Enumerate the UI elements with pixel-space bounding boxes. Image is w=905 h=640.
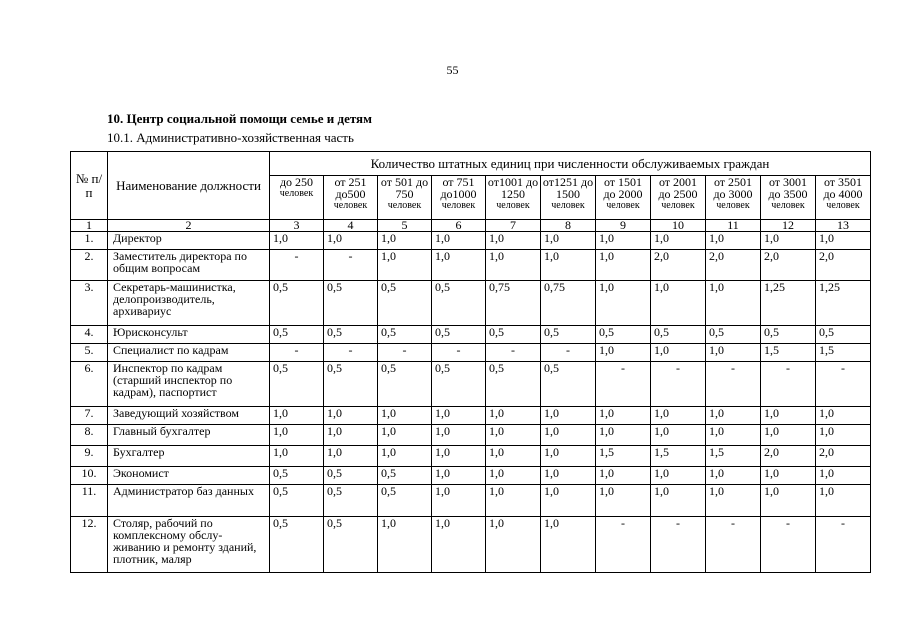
position-name: Специалист по кадрам [108, 344, 270, 362]
table-row [71, 425, 871, 446]
staff-units-cell: 1,0 [651, 407, 706, 425]
staff-units-cell: 2,0 [706, 250, 761, 281]
row-number: 10. [71, 467, 108, 485]
staff-units-cell: 0,5 [324, 362, 378, 407]
staff-units-cell: 1,0 [761, 485, 816, 517]
staff-units-cell: 1,0 [706, 485, 761, 517]
row-number: 9. [71, 446, 108, 467]
staff-units-cell: 0,5 [761, 326, 816, 344]
header-range-3 [270, 176, 324, 220]
staff-units-cell: 1,0 [596, 407, 651, 425]
staff-units-cell: 1,0 [270, 446, 324, 467]
range-unit: человек [661, 200, 695, 211]
column-index: 9 [596, 220, 651, 232]
staff-units-cell: 1,0 [706, 467, 761, 485]
staff-units-cell: 1,0 [432, 446, 486, 467]
column-index: 8 [541, 220, 596, 232]
row-number: 11. [71, 485, 108, 517]
position-name: Директор [108, 232, 270, 250]
row-number: 8. [71, 425, 108, 446]
header-num: № п/п [71, 152, 108, 220]
staff-units-cell: 1,0 [486, 517, 541, 573]
row-number: 12. [71, 517, 108, 573]
column-index: 3 [270, 220, 324, 232]
staff-units-cell: 1,0 [816, 232, 871, 250]
row-number: 2. [71, 250, 108, 281]
row-number: 3. [71, 281, 108, 326]
range-label: от 751 до1000 [440, 175, 477, 201]
staff-units-cell: 1,0 [378, 232, 432, 250]
staff-units-cell: - [324, 344, 378, 362]
range-unit: человек [771, 200, 805, 211]
staff-units-cell: 1,0 [486, 407, 541, 425]
staff-units-cell: 1,0 [596, 425, 651, 446]
range-unit: человек [606, 200, 640, 211]
staff-units-cell: 2,0 [816, 446, 871, 467]
staff-units-cell: 1,5 [816, 344, 871, 362]
staff-units-cell: - [486, 344, 541, 362]
staff-units-cell: 2,0 [816, 250, 871, 281]
staff-units-cell: 1,0 [541, 407, 596, 425]
table-row [71, 362, 871, 407]
subsection-title: 10.1. Административно-хозяйственная часть [107, 130, 354, 145]
staff-units-cell: 1,0 [486, 446, 541, 467]
table-row [71, 344, 871, 362]
staff-units-cell: 1,0 [432, 425, 486, 446]
staff-units-cell: 1,0 [432, 232, 486, 250]
header-row [71, 152, 871, 176]
staff-units-cell: 0,5 [270, 326, 324, 344]
staff-units-cell: 0,5 [378, 326, 432, 344]
staff-units-cell: 1,0 [432, 407, 486, 425]
table-row [71, 232, 871, 250]
staff-units-cell: 1,0 [324, 232, 378, 250]
staff-units-cell: 0,5 [270, 485, 324, 517]
staff-units-cell: 1,0 [432, 485, 486, 517]
range-label: от 2501 до 3000 [713, 175, 753, 201]
staff-units-cell: 0,5 [816, 326, 871, 344]
staff-units-cell: 1,0 [816, 407, 871, 425]
staff-units-cell: 1,0 [432, 517, 486, 573]
header-group: Количество штатных единиц при численности обслуживаемых граждан [270, 152, 871, 176]
staff-units-cell: - [761, 362, 816, 407]
position-name: Инспектор по кадрам (старший инспектор по кадрам), паспортист [108, 362, 270, 407]
range-label: от1251 до 1500 [542, 175, 594, 201]
staff-units-cell: - [651, 517, 706, 573]
staff-units-cell: - [706, 517, 761, 573]
staff-units-cell: 1,5 [596, 446, 651, 467]
table-row [71, 407, 871, 425]
staff-units-cell: 1,0 [761, 232, 816, 250]
table-row [71, 485, 871, 517]
staff-units-cell: 1,0 [486, 232, 541, 250]
column-index: 10 [651, 220, 706, 232]
range-label: от 1501 до 2000 [603, 175, 643, 201]
staff-units-cell: 1,25 [761, 281, 816, 326]
staff-units-cell: 1,0 [378, 407, 432, 425]
staff-units-cell: 1,0 [541, 446, 596, 467]
staff-units-cell: 1,0 [270, 425, 324, 446]
staff-units-cell: - [596, 362, 651, 407]
staff-units-cell: 1,0 [651, 425, 706, 446]
staff-units-cell: 1,0 [596, 281, 651, 326]
table-row [71, 281, 871, 326]
staff-units-cell: 1,0 [378, 250, 432, 281]
staff-units-cell: 0,5 [324, 517, 378, 573]
staff-units-cell: 2,0 [761, 446, 816, 467]
staff-units-cell: 1,0 [596, 467, 651, 485]
staff-units-cell: 1,0 [706, 232, 761, 250]
range-label: от 2001 до 2500 [658, 175, 698, 201]
staff-units-cell: - [816, 362, 871, 407]
position-name: Секретарь-машинистка, делопроизводитель, архивариус [108, 281, 270, 326]
range-unit: человек [551, 200, 585, 211]
section-title: 10. Центр социальной помощи семье и детям [107, 111, 372, 126]
column-index-row [71, 220, 871, 232]
table-row [71, 467, 871, 485]
row-number: 6. [71, 362, 108, 407]
staff-units-cell: 0,5 [324, 485, 378, 517]
staff-units-cell: 0,5 [324, 467, 378, 485]
range-unit: человек [387, 200, 422, 211]
page-number: 55 [446, 63, 459, 77]
staff-units-cell: 1,0 [596, 485, 651, 517]
staff-units-cell: 0,5 [324, 326, 378, 344]
header-range-4 [324, 176, 378, 220]
staff-units-cell: 1,0 [378, 446, 432, 467]
header-range-10 [651, 176, 706, 220]
staff-units-cell: 1,0 [541, 467, 596, 485]
staff-units-cell: 1,0 [651, 344, 706, 362]
header-range-11 [706, 176, 761, 220]
staff-units-cell: 1,0 [324, 407, 378, 425]
range-unit: человек [496, 200, 530, 211]
staff-units-cell: 1,0 [378, 517, 432, 573]
staff-units-cell: 1,0 [706, 425, 761, 446]
row-number: 5. [71, 344, 108, 362]
staff-units-cell: 1,0 [486, 467, 541, 485]
position-name: Администратор баз данных [108, 485, 270, 517]
position-name: Главный бухгалтер [108, 425, 270, 446]
staff-units-cell: 1,0 [432, 250, 486, 281]
header-name: Наименование должности [108, 152, 270, 220]
staff-units-cell: - [816, 517, 871, 573]
column-index: 1 [71, 220, 108, 232]
staff-units-cell: 0,5 [651, 326, 706, 344]
staff-units-cell: - [651, 362, 706, 407]
range-label: от 3501 до 4000 [823, 175, 863, 201]
header-range-7 [486, 176, 541, 220]
range-unit: человек [716, 200, 750, 211]
staff-units-cell: 1,5 [706, 446, 761, 467]
header-range-6 [432, 176, 486, 220]
staff-units-cell: 0,5 [432, 326, 486, 344]
staff-units-cell: 1,0 [378, 425, 432, 446]
staff-units-cell: - [324, 250, 378, 281]
range-label: от1001 до 1250 [487, 175, 539, 201]
column-index: 12 [761, 220, 816, 232]
staff-units-cell: 0,5 [270, 281, 324, 326]
position-name: Экономист [108, 467, 270, 485]
position-name: Бухгалтер [108, 446, 270, 467]
staff-units-cell: 1,0 [596, 232, 651, 250]
staff-units-cell: 1,0 [541, 485, 596, 517]
staff-units-cell: 0,5 [270, 362, 324, 407]
staff-units-cell: 1,0 [651, 467, 706, 485]
staff-units-cell: - [706, 362, 761, 407]
staff-units-cell: 1,0 [324, 425, 378, 446]
column-index: 4 [324, 220, 378, 232]
column-index: 2 [108, 220, 270, 232]
position-name: Заместитель директора по общим вопросам [108, 250, 270, 281]
staff-units-cell: 1,0 [432, 467, 486, 485]
staff-units-cell: 1,0 [761, 407, 816, 425]
position-name: Юрисконсульт [108, 326, 270, 344]
header-range-13 [816, 176, 871, 220]
staff-units-cell: - [541, 344, 596, 362]
staff-units-cell: 2,0 [761, 250, 816, 281]
staff-units-cell: 1,0 [324, 446, 378, 467]
table-row [71, 446, 871, 467]
staff-units-cell: 0,5 [432, 362, 486, 407]
table-row [71, 517, 871, 573]
staff-units-cell: 1,0 [486, 485, 541, 517]
staff-units-cell: - [270, 344, 324, 362]
range-label: от 501 до 750 [380, 175, 429, 201]
staff-units-cell: 1,0 [596, 344, 651, 362]
staff-units-cell: 0,5 [596, 326, 651, 344]
table-row [71, 326, 871, 344]
column-index: 11 [706, 220, 761, 232]
staff-units-cell: 1,0 [651, 485, 706, 517]
staff-units-cell: 1,0 [541, 250, 596, 281]
staff-units-cell: 1,25 [816, 281, 871, 326]
column-index: 13 [816, 220, 871, 232]
staff-units-cell: 1,0 [486, 425, 541, 446]
header-range-8 [541, 176, 596, 220]
staff-units-cell: 0,5 [541, 326, 596, 344]
staff-units-cell: 1,0 [270, 407, 324, 425]
staff-units-cell: 1,0 [816, 467, 871, 485]
staff-units-cell: 0,5 [541, 362, 596, 407]
range-unit: человек [441, 200, 476, 211]
row-number: 4. [71, 326, 108, 344]
staff-table [70, 151, 871, 573]
staff-units-cell: 1,0 [651, 281, 706, 326]
staff-units-cell: 1,0 [651, 232, 706, 250]
staff-units-cell: 0,5 [324, 281, 378, 326]
range-label: до 250 [279, 175, 314, 189]
staff-units-cell: - [270, 250, 324, 281]
staff-units-cell: 0,5 [270, 467, 324, 485]
column-index: 6 [432, 220, 486, 232]
range-unit: человек [279, 188, 314, 199]
staff-units-cell: 1,0 [761, 425, 816, 446]
row-number: 1. [71, 232, 108, 250]
staff-units-cell: 0,5 [706, 326, 761, 344]
staff-units-cell: - [596, 517, 651, 573]
staff-units-cell: 1,0 [541, 425, 596, 446]
staff-units-cell: - [378, 344, 432, 362]
column-index: 7 [486, 220, 541, 232]
staff-units-cell: 1,5 [761, 344, 816, 362]
staff-units-cell: 0,5 [378, 281, 432, 326]
header-range-5 [378, 176, 432, 220]
staff-units-cell: 1,0 [541, 517, 596, 573]
staff-units-cell: 0,5 [378, 467, 432, 485]
staff-units-cell: 1,0 [706, 281, 761, 326]
staff-units-cell: 1,0 [596, 250, 651, 281]
column-index: 5 [378, 220, 432, 232]
staff-units-cell: 0,5 [486, 326, 541, 344]
staff-units-cell: 1,0 [706, 407, 761, 425]
staff-units-cell: 1,0 [541, 232, 596, 250]
staff-units-cell: 0,5 [378, 362, 432, 407]
staff-units-cell: 1,5 [651, 446, 706, 467]
staff-units-cell: 1,0 [816, 425, 871, 446]
header-range-12 [761, 176, 816, 220]
staff-units-cell: 0,75 [486, 281, 541, 326]
position-name: Заведующий хозяйством [108, 407, 270, 425]
staff-units-cell: 1,0 [486, 250, 541, 281]
header-range-9 [596, 176, 651, 220]
staff-units-cell: 1,0 [706, 344, 761, 362]
row-number: 7. [71, 407, 108, 425]
staff-units-cell: 0,5 [270, 517, 324, 573]
table-row [71, 250, 871, 281]
staff-units-cell: 1,0 [761, 467, 816, 485]
range-label: от 251 до500 [334, 175, 367, 201]
staff-units-cell: 0,5 [378, 485, 432, 517]
staff-units-cell: - [432, 344, 486, 362]
range-label: от 3001 до 3500 [768, 175, 808, 201]
staff-units-cell: 0,5 [486, 362, 541, 407]
staff-units-cell: 0,75 [541, 281, 596, 326]
staff-units-cell: - [761, 517, 816, 573]
staff-units-cell: 1,0 [270, 232, 324, 250]
range-unit: человек [333, 200, 368, 211]
staff-units-cell: 1,0 [816, 485, 871, 517]
staff-units-cell: 2,0 [651, 250, 706, 281]
position-name: Столяр, рабочий по комплексному обслу-живанию и ремонту зданий, плотник, маляр [108, 517, 270, 573]
range-unit: человек [826, 200, 860, 211]
staff-units-cell: 0,5 [432, 281, 486, 326]
